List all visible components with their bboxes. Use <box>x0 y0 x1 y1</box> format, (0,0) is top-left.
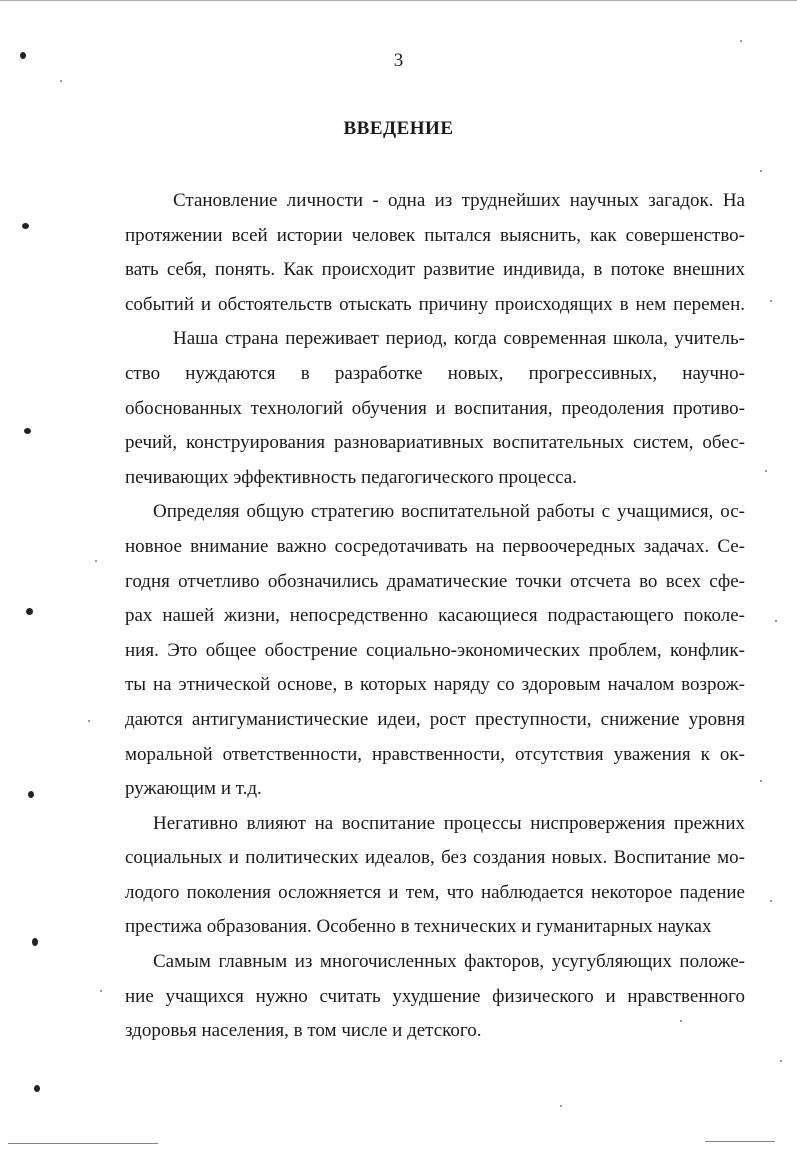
scan-dot <box>780 1060 782 1062</box>
text-line: протяжении всей истории человек пытался выяснить, как совершенство- <box>125 224 745 246</box>
page-title: ВВЕДЕНИЕ <box>343 118 454 139</box>
text-line: событий и обстоятельств отыскать причину происходящих в нем перемен. <box>125 293 745 315</box>
scan-dot <box>760 170 762 172</box>
text-line: ты на этнической основе, в которых наряду со здоровым началом возрож- <box>125 674 745 696</box>
scan-speck <box>32 938 38 946</box>
text-line: обоснованных технологий обучения и воспитания, преодоления противо- <box>125 397 745 419</box>
scan-dot <box>770 900 772 902</box>
scan-dot <box>88 720 90 722</box>
scan-dot <box>775 620 777 622</box>
scan-edge-line <box>8 1143 158 1144</box>
text-line: речий, конструирования разновариативных воспитательных систем, обес- <box>125 432 745 454</box>
scan-speck <box>20 52 26 59</box>
text-line: новное внимание важно сосредотачивать на первоочередных задачах. Се- <box>125 535 745 557</box>
scan-edge-line <box>705 1141 775 1142</box>
scan-speck <box>34 1085 40 1092</box>
text-line: Самым главным из многочисленных факторов, усугубляющих положе- <box>153 951 745 973</box>
scan-speck <box>22 223 29 229</box>
text-line: ство нуждаются в разработке новых, прогрессивных, научно- <box>125 362 745 384</box>
scan-dot <box>680 1020 682 1022</box>
text-line: ние учащихся нужно считать ухудшение физического и нравственного <box>125 985 745 1007</box>
page-number: 3 <box>393 50 404 71</box>
scan-edge-line <box>0 0 797 1</box>
scan-dot <box>765 470 767 472</box>
text-line: здоровья населения, в том числе и детского. <box>125 1020 482 1042</box>
scan-speck <box>24 428 31 434</box>
scan-dot <box>100 990 102 992</box>
text-line: Наша страна переживает период, когда современная школа, учитель- <box>173 328 745 350</box>
scan-dot <box>740 40 742 42</box>
text-line: даются антигуманистические идеи, рост преступности, снижение уровня <box>125 708 745 730</box>
text-line: ружающим и т.д. <box>125 778 262 800</box>
text-line: Становление личности - одна из труднейших научных загадок. На <box>173 190 745 211</box>
text-line: годня отчетливо обозначились драматические точки отсчета во всех сфе- <box>125 570 745 592</box>
text-line: печивающих эффективность педагогического процесса. <box>125 466 577 488</box>
scan-dot <box>95 560 97 562</box>
text-line: Негативно влияют на воспитание процессы ниспровержения прежних <box>153 812 745 834</box>
text-line: рах нашей жизни, непосредственно касающиеся подрастающего поколе- <box>125 605 745 627</box>
body-text <box>125 184 745 1049</box>
text-line: вать себя, понять. Как происходит развитие индивида, в потоке внешних <box>125 259 745 281</box>
scan-speck <box>26 608 33 615</box>
scan-dot <box>770 300 772 302</box>
text-line: ния. Это общее обострение социально-экономических проблем, конфлик- <box>125 639 745 661</box>
scan-dot <box>60 80 62 82</box>
scan-speck <box>28 791 34 798</box>
text-line: социальных и политических идеалов, без создания новых. Воспитание мо- <box>125 847 745 869</box>
scan-dot <box>760 780 762 782</box>
text-line: престижа образования. Особенно в технических и гуманитарных науках <box>125 916 712 938</box>
text-line: моральной ответственности, нравственности, отсутствия уважения к ок- <box>125 743 745 765</box>
text-line: лодого поколения осложняется и тем, что наблюдается некоторое падение <box>125 881 745 903</box>
text-line: Определяя общую стратегию воспитательной работы с учащимися, ос- <box>153 501 745 523</box>
scan-dot <box>560 1105 562 1107</box>
